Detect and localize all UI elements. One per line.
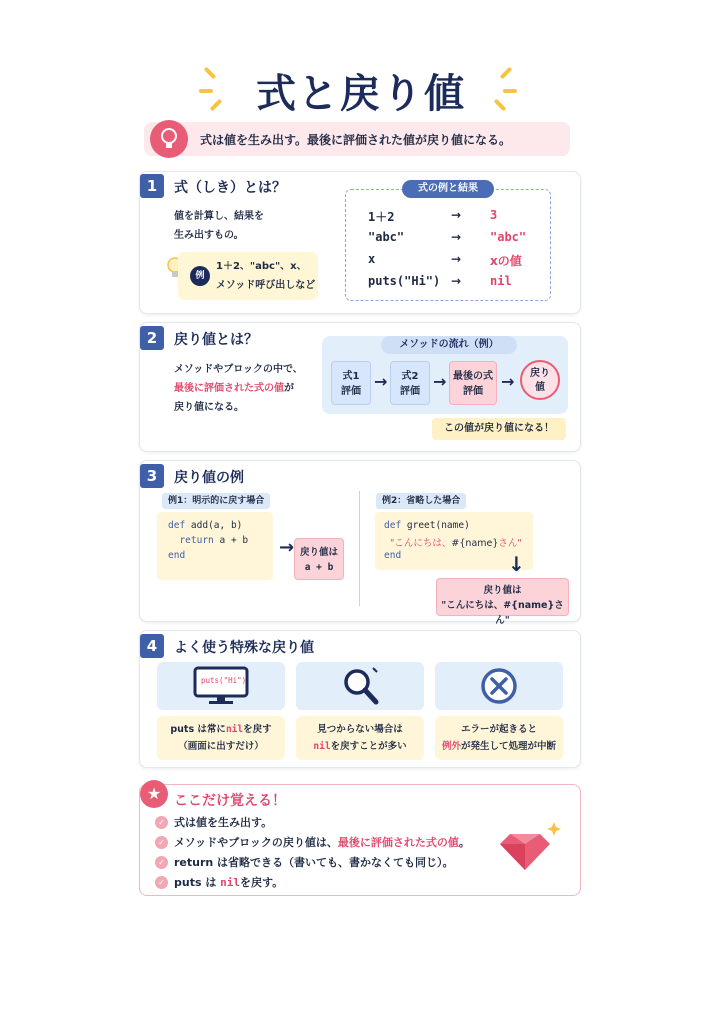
tile-caption [296, 716, 424, 760]
flow-step-label: 式1 [342, 371, 360, 382]
arrow-icon: → [451, 274, 462, 288]
screen-text: puts("Hi") [201, 676, 247, 685]
example-tag: 例1：明示的に戻す場合 [162, 493, 270, 509]
return-label: 戻り値は [483, 585, 522, 596]
section-desc [174, 379, 294, 398]
tile-caption [157, 716, 285, 760]
flow-step-label: 値 [535, 382, 545, 393]
caption-line: puts は常にnilを戻す [170, 724, 272, 735]
examples-label: 式の例と結果 [402, 180, 494, 198]
expr-cell: puts("Hi") [368, 274, 441, 288]
section-heading: 戻り値の例 [174, 470, 244, 486]
arrow-icon: → [451, 208, 462, 222]
arrow-right-icon: → [374, 372, 388, 391]
return-value-circle [520, 360, 560, 400]
return-value: a + b [304, 562, 334, 573]
code-text: add(a, b) [190, 520, 243, 531]
check-icon: ✓ [155, 876, 168, 889]
flow-step-label: 評価 [400, 386, 420, 397]
summary-item: 式は値を生み出す。 [174, 816, 273, 829]
summary-item: メソッドやブロックの戻り値は、最後に評価された式の値。 [174, 836, 470, 849]
flow-step-label: 評価 [341, 386, 361, 397]
caption-line: （画面に出すだけ） [178, 741, 264, 752]
flow-step-label: 戻り [530, 368, 550, 379]
check-icon: ✓ [155, 816, 168, 829]
flow-step-label: 最後の式 [453, 371, 493, 382]
flow-step [331, 361, 371, 405]
return-value-box [436, 578, 569, 626]
result-cell: "abc" [490, 230, 527, 244]
code-line: end [384, 550, 402, 561]
code-line: return a + b [179, 535, 249, 546]
monitor-icon [193, 666, 249, 706]
summary-title: ここだけ覚える！ [174, 793, 286, 809]
return-value: "こんにちは、#{name}さん" [441, 600, 564, 626]
return-label: 戻り値は [299, 547, 338, 558]
section-desc: 戻り値になる。 [174, 402, 244, 413]
return-value-box [294, 538, 344, 580]
lightbulb-icon [150, 120, 188, 158]
expr-cell: 1＋2 [368, 210, 395, 224]
example-hint [178, 252, 318, 300]
flow-step-last [449, 361, 497, 405]
gem-icon [500, 822, 562, 872]
caption-line: nilを戻すことが多い [313, 741, 407, 752]
tile-not-found [296, 662, 424, 710]
section-desc: 生み出すもの。 [174, 230, 244, 241]
section-heading: 戻り値とは？ [174, 332, 258, 348]
example-tag: 例2：省略した場合 [376, 493, 466, 509]
star-icon: ★ [140, 780, 168, 808]
section-heading: 式（しき）とは？ [174, 180, 286, 196]
subtitle-text: 式は値を生み出す。最後に評価された値が戻り値になる。 [200, 133, 512, 147]
arrow-right-icon: → [501, 372, 515, 391]
section-number: 1 [140, 174, 164, 198]
subtitle-banner [144, 122, 570, 156]
result-cell: 3 [490, 208, 498, 222]
flow-step-label: 式2 [401, 371, 419, 382]
code-line: def add(a, b) [168, 520, 243, 531]
caption-line: 見つからない場合は [317, 724, 403, 735]
highlight-text: 最後に評価された式の値 [174, 383, 284, 394]
code-line: def greet(name) [384, 520, 470, 531]
divider [359, 491, 360, 606]
example-text: 1＋2、"abc"、x、 [216, 261, 307, 272]
flow-step [390, 361, 430, 405]
code-line: end [168, 550, 186, 561]
section-heading: よく使う特殊な戻り値 [174, 640, 314, 656]
magnifier-icon [340, 666, 382, 706]
return-value-callout: この値が戻り値になる！ [432, 418, 566, 440]
section-desc: 値を計算し、結果を [174, 211, 264, 222]
section-number: 3 [140, 464, 164, 488]
result-cell: xの値 [490, 254, 522, 268]
arrow-icon: → [451, 252, 462, 266]
section-desc: メソッドやブロックの中で、 [174, 364, 303, 375]
desc-suffix: が [284, 383, 294, 394]
flow-label: メソッドの流れ（例） [381, 336, 517, 354]
check-icon: ✓ [155, 856, 168, 869]
flow-step-label: 評価 [463, 386, 483, 397]
arrow-right-icon: → [279, 537, 295, 558]
expr-cell: "abc" [368, 230, 405, 244]
summary-item: return は省略できる（書いても、書かなくても同じ）。 [174, 856, 454, 869]
result-cell: nil [490, 274, 512, 288]
expr-cell: x [368, 252, 376, 266]
page-title: 式と戻り値 [256, 71, 466, 117]
caption-line: エラーが起きると [460, 724, 537, 735]
example-text: メソッド呼び出しなど [216, 280, 316, 291]
caption-line: 例外が発生して処理が中断 [441, 741, 557, 752]
arrow-down-icon: ↓ [508, 552, 525, 576]
example-badge: 例 [190, 266, 210, 286]
check-icon: ✓ [155, 836, 168, 849]
section-number: 2 [140, 326, 164, 350]
summary-item: puts は nilを戻す。 [174, 876, 284, 889]
cross-circle-icon [479, 666, 519, 706]
arrow-right-icon: → [433, 372, 447, 391]
tile-puts [157, 662, 285, 710]
section-number: 4 [140, 634, 164, 658]
tile-error [435, 662, 563, 710]
tile-caption [435, 716, 563, 760]
arrow-icon: → [451, 230, 462, 244]
code-line: "こんにちは、#{name}さん" [390, 538, 522, 549]
